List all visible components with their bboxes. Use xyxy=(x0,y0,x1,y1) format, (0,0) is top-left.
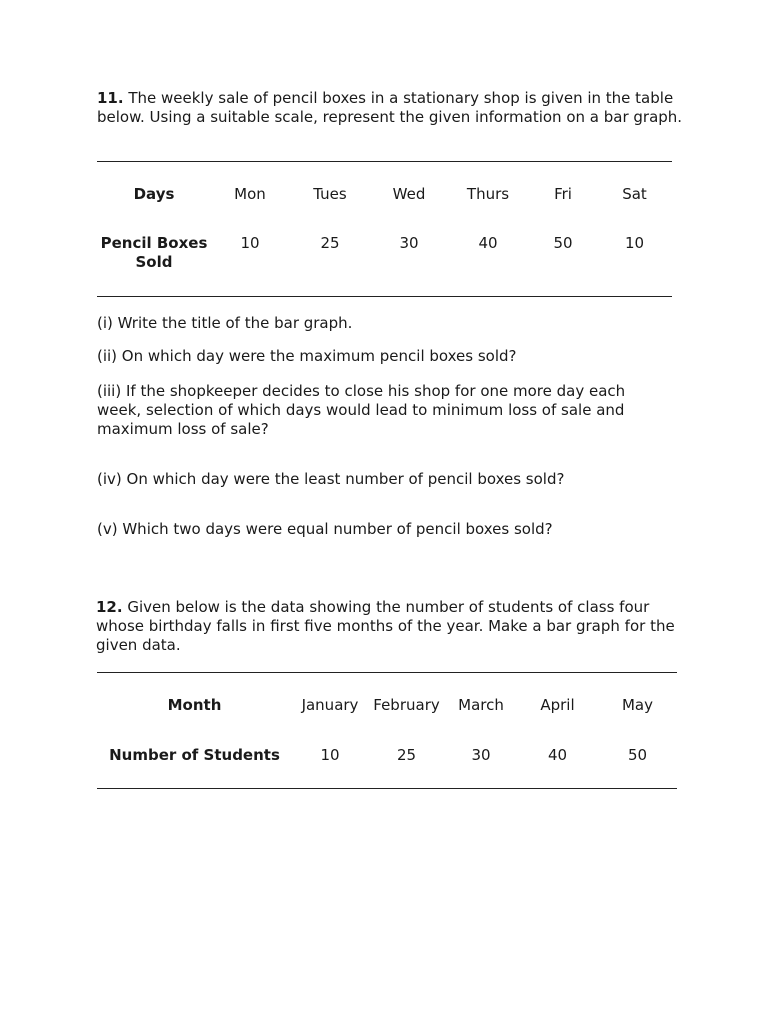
table-11-value: 30 xyxy=(399,234,419,252)
table-12-header-month: Month xyxy=(167,696,222,714)
table-11-day: Wed xyxy=(392,185,426,203)
table-12-row-months xyxy=(97,696,677,746)
table-11 xyxy=(97,185,672,272)
table-12-month: February xyxy=(373,696,440,714)
subquestion-iv: (iv) On which day were the least number of pencil boxes sold? xyxy=(97,470,565,488)
table-12-month: April xyxy=(540,696,575,714)
table-12-value: 30 xyxy=(471,746,491,764)
table-11-value: 10 xyxy=(240,234,260,252)
table-11-value: 25 xyxy=(320,234,340,252)
table-12-month: May xyxy=(621,696,653,714)
table-12-row-values xyxy=(97,746,677,765)
table-11-header-line1: Pencil Boxes xyxy=(100,234,208,252)
table-12-top-rule xyxy=(97,672,677,673)
table-11-top-rule xyxy=(97,161,672,162)
table-12-header-number-of-students: Number of Students xyxy=(109,746,280,764)
table-11-value: 50 xyxy=(553,234,573,252)
subquestion-ii: (ii) On which day were the maximum pencil boxes sold? xyxy=(97,347,517,365)
table-11-value: 10 xyxy=(624,234,645,252)
table-12-month: March xyxy=(458,696,504,714)
table-11-header-line2: Sold xyxy=(135,253,173,271)
question-11-body: The weekly sale of pencil boxes in a stationary shop is given in the table below. Using a suitable scale, represent the given information on a bar graph. xyxy=(97,89,683,126)
table-12-value: 50 xyxy=(627,746,648,764)
table-11-header-pencil-boxes xyxy=(97,234,211,272)
table-12-value: 25 xyxy=(396,746,417,764)
table-11-header-days: Days xyxy=(133,185,175,203)
table-11-row-values xyxy=(97,234,672,272)
table-11-day: Fri xyxy=(554,185,572,203)
question-11-text xyxy=(97,89,687,127)
table-12-month: January xyxy=(301,696,359,714)
question-12-text xyxy=(96,598,686,655)
table-11-day: Sat xyxy=(622,185,647,203)
table-12-value: 40 xyxy=(547,746,568,764)
table-12-bottom-rule xyxy=(97,788,677,789)
table-11-day: Mon xyxy=(234,185,266,203)
table-11-bottom-rule xyxy=(97,296,672,297)
subquestion-v: (v) Which two days were equal number of pencil boxes sold? xyxy=(97,520,553,538)
question-11-number: 11. xyxy=(97,89,124,107)
table-11-value: 40 xyxy=(478,234,498,252)
table-12 xyxy=(97,696,677,765)
table-11-day: Thurs xyxy=(466,185,510,203)
subquestion-i: (i) Write the title of the bar graph. xyxy=(97,314,353,332)
question-12-body: Given below is the data showing the number of students of class four whose birthday falls in first five months of the year. Make a bar graph for the given data. xyxy=(96,598,675,654)
table-11-day: Tues xyxy=(313,185,347,203)
subquestion-iii: (iii) If the shopkeeper decides to close his shop for one more day each week, selection of which days would lead to minimum loss of sale and maximum loss of sale? xyxy=(97,382,626,438)
question-12-number: 12. xyxy=(96,598,123,616)
table-12-value: 10 xyxy=(320,746,340,764)
table-11-row-days xyxy=(97,185,672,234)
